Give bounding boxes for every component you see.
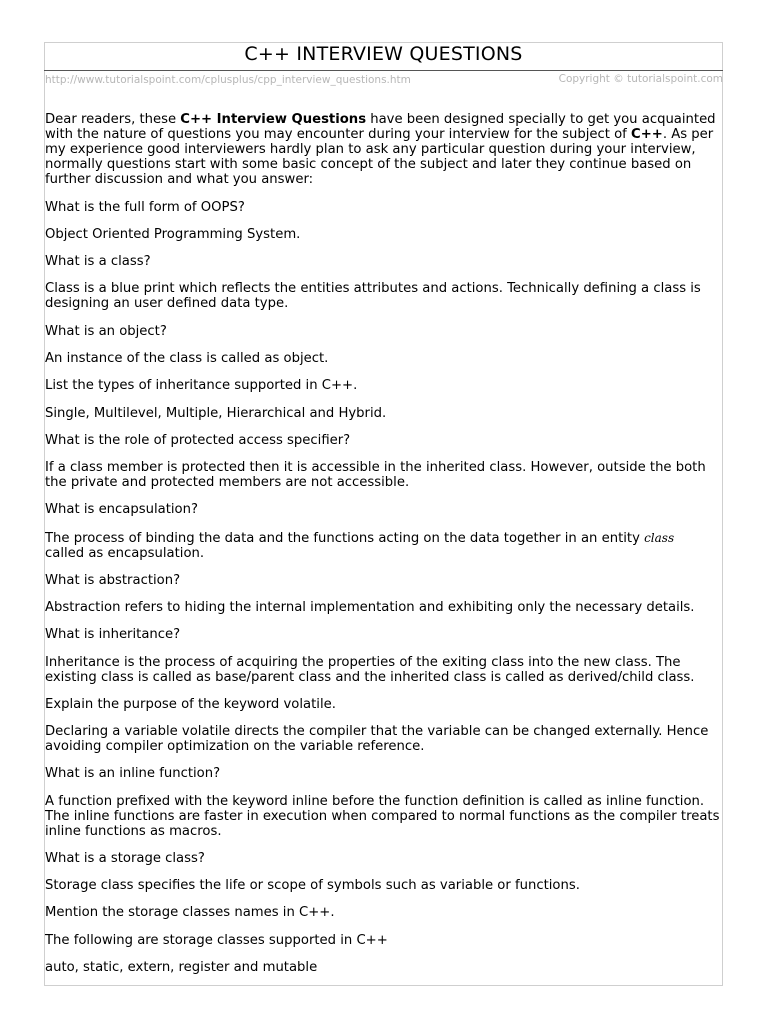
- answer: Abstraction refers to hiding the internal implementation and exhibiting only the necessary details.: [45, 600, 695, 616]
- answer: Storage class specifies the life or scope of symbols such as variable or functions.: [45, 878, 580, 894]
- answer: Declaring a variable volatile directs the compiler that the variable can be changed externally. Hence avoiding compiler optimization on the variable reference.: [45, 724, 709, 755]
- intro-bold-1: C++ Interview Questions: [180, 112, 367, 127]
- question: What is encapsulation?: [45, 502, 198, 518]
- answer: If a class member is protected then it is accessible in the inherited class. However, outside the both the private and protected members are not accessible.: [45, 460, 706, 491]
- question: What is an inline function?: [45, 766, 221, 782]
- question: Explain the purpose of the keyword volatile.: [45, 696, 336, 712]
- intro-text-3: . As per my experience good interviewers hardly plan to ask any particular question during your interview, normally questions start with some basic concept of the subject and later they continue based on further discussion and what you answer:: [45, 126, 714, 187]
- answer: auto, static, extern, register and mutable: [45, 960, 318, 975]
- answer: [45, 531, 725, 562]
- question: What is abstraction?: [45, 572, 181, 588]
- question: What is the role of protected access specifier?: [45, 432, 351, 448]
- intro-text-2: have been designed specially to get you acquainted with the nature of questions you may encounter during your interview for the subject of: [45, 112, 716, 142]
- answer: Object Oriented Programming System.: [45, 226, 301, 242]
- intro-bold-2: C++: [631, 126, 663, 142]
- answer: Class is a blue print which reflects the entities attributes and actions. Technically defining a class is designing an user defined data type.: [45, 281, 701, 312]
- answer: The following are storage classes supported in C++: [45, 932, 388, 948]
- source-url: http://www.tutorialspoint.com/cplusplus/cpp_interview_questions.htm: [45, 74, 411, 86]
- question: List the types of inheritance supported in C++.: [45, 378, 358, 394]
- answer: An instance of the class is called as object.: [45, 350, 329, 366]
- intro-text-1: Dear readers, these: [45, 112, 181, 127]
- intro-paragraph: [45, 113, 725, 188]
- answer-text: The process of binding the data and the functions acting on the data together in an entity: [45, 530, 645, 546]
- question: Mention the storage classes names in C++.: [45, 905, 335, 921]
- question: What is the full form of OOPS?: [45, 199, 245, 215]
- answer: Single, Multilevel, Multiple, Hierarchical and Hybrid.: [45, 405, 387, 421]
- answer: Inheritance is the process of acquiring the properties of the exiting class into the new class. The existing class is called as base/parent class and the inherited class is called as derived/child class.: [45, 654, 695, 685]
- answer-text: called as encapsulation.: [45, 545, 205, 561]
- inline-code: class: [644, 530, 675, 545]
- page-title: C++ INTERVIEW QUESTIONS: [244, 43, 523, 65]
- document-body: [45, 113, 725, 988]
- copyright-notice: Copyright © tutorialspoint.com: [558, 73, 723, 85]
- question: What is a class?: [45, 254, 151, 270]
- question: What is an object?: [45, 323, 167, 339]
- title-divider: [44, 70, 723, 71]
- answer: A function prefixed with the keyword inline before the function definition is called as inline function. The inline functions are faster in execution when compared to normal functions as the compiler treats inline functions as macros.: [45, 793, 720, 839]
- question: What is a storage class?: [45, 850, 205, 866]
- question: What is inheritance?: [45, 627, 181, 643]
